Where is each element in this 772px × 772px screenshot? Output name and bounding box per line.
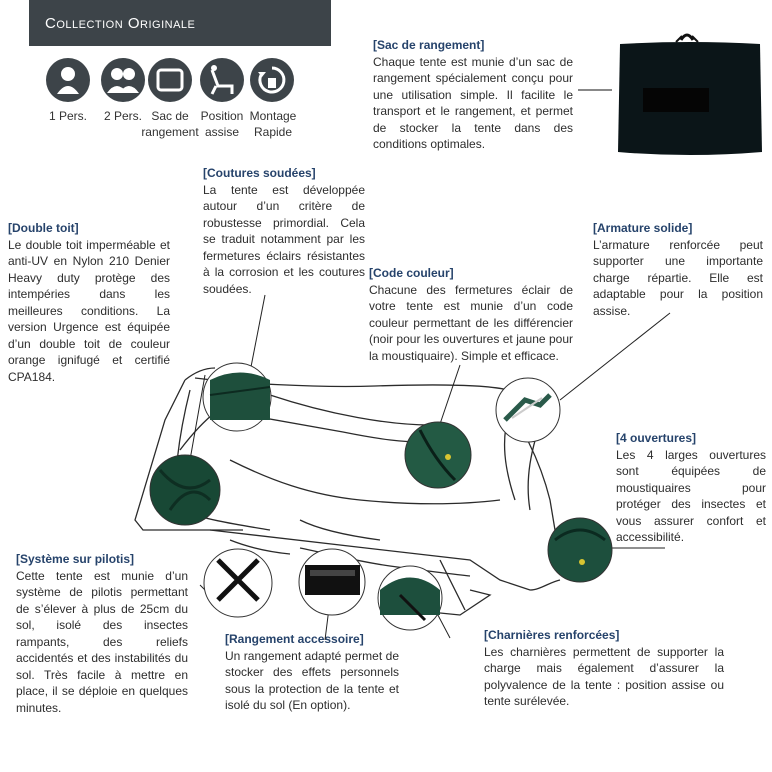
block-code-couleur-body: Chacune des fermetures éclair de votre tente est munie d’un code couleur permettant de les différencier (noir pour les ouvertures et jaune pour la moustiquaire). Simple et efficace. — [369, 282, 573, 363]
block-ouvertures-body: Les 4 larges ouvertures sont équipées de moustiquaires pour protéger des insectes et vous assurer confort et accessibilité. — [616, 447, 766, 544]
block-coutures-body: La tente est développée autour d’un critère de robustesse primordial. Cela se traduit notamment par les fermetures éclairs résistantes à la corrosion et les coutures soudées. — [203, 182, 365, 296]
block-ouvertures-title: [4 ouvertures] — [616, 431, 697, 445]
icon-label-1-pers: 1 Pers. — [48, 109, 87, 123]
icon-label-sac: Sac de rangement — [141, 109, 199, 139]
block-armature-body: L’armature renforcée peut supporter une importante charge répartie. Elle est adaptable pour la position assise. — [593, 237, 763, 318]
detail-circle-charnieres — [378, 566, 442, 630]
block-rangement-title: [Rangement accessoire] — [225, 632, 364, 646]
detail-circle-code-couleur — [405, 422, 471, 488]
block-double-toit-title: [Double toit] — [8, 221, 79, 235]
icon-label-2-pers: 2 Pers. — [103, 109, 142, 123]
icon-label-position: Position assise — [200, 109, 244, 139]
detail-circle-double-toit — [150, 455, 220, 525]
detail-circle-pilotis — [204, 549, 272, 617]
icon-label-montage: Montage Rapide — [249, 109, 297, 139]
block-code-couleur-title: [Code couleur] — [369, 266, 454, 280]
block-pilotis-body: Cette tente est munie d’un système de pilotis permettant de s’élever à plus de 25cm du sol, isolé des insectes rampants, des reliefs accidentés et des instabilités du sol. Très facile à mettre en place, il se déploie en quelques minutes. — [16, 568, 188, 715]
detail-circle-rangement — [299, 549, 365, 615]
block-double-toit-body: Le double toit imperméable et anti-UV en Nylon 210 Denier Heavy duty protège des intempéries dans les meilleures conditions. La version Urgence est équipée d’un double toit de couleur orange ignifugé et certifié CPA184. — [8, 237, 170, 384]
block-pilotis-title: [Système sur pilotis] — [16, 552, 135, 566]
block-charnieres-body: Les charnières permettent de supporter la charge mais également d’assurer la polyvalence de la tente : position assise ou tente surélevée. — [484, 644, 724, 708]
detail-circle-armature — [496, 378, 560, 442]
detail-circle-coutures — [203, 363, 271, 431]
block-sac-body: Chaque tente est munie d’un sac de rangement spécialement conçu pour une utilisation simple. Il facilite le transport et le rangement, et permet de stocker la tente dans des conditions optimales. — [373, 54, 573, 151]
storage-bag-photo — [618, 35, 762, 155]
block-charnieres-title: [Charnières renforcées] — [484, 628, 620, 642]
block-sac-title: [Sac de rangement] — [373, 38, 485, 52]
block-coutures-title: [Coutures soudées] — [203, 166, 316, 180]
block-rangement-body: Un rangement adapté permet de stocker des effets personnels sous la protection de la tente et isolé du sol (En option). — [225, 648, 399, 712]
block-armature-title: [Armature solide] — [593, 221, 693, 235]
collection-title: Collection Originale — [45, 14, 196, 32]
detail-circle-ouvertures — [548, 518, 612, 582]
